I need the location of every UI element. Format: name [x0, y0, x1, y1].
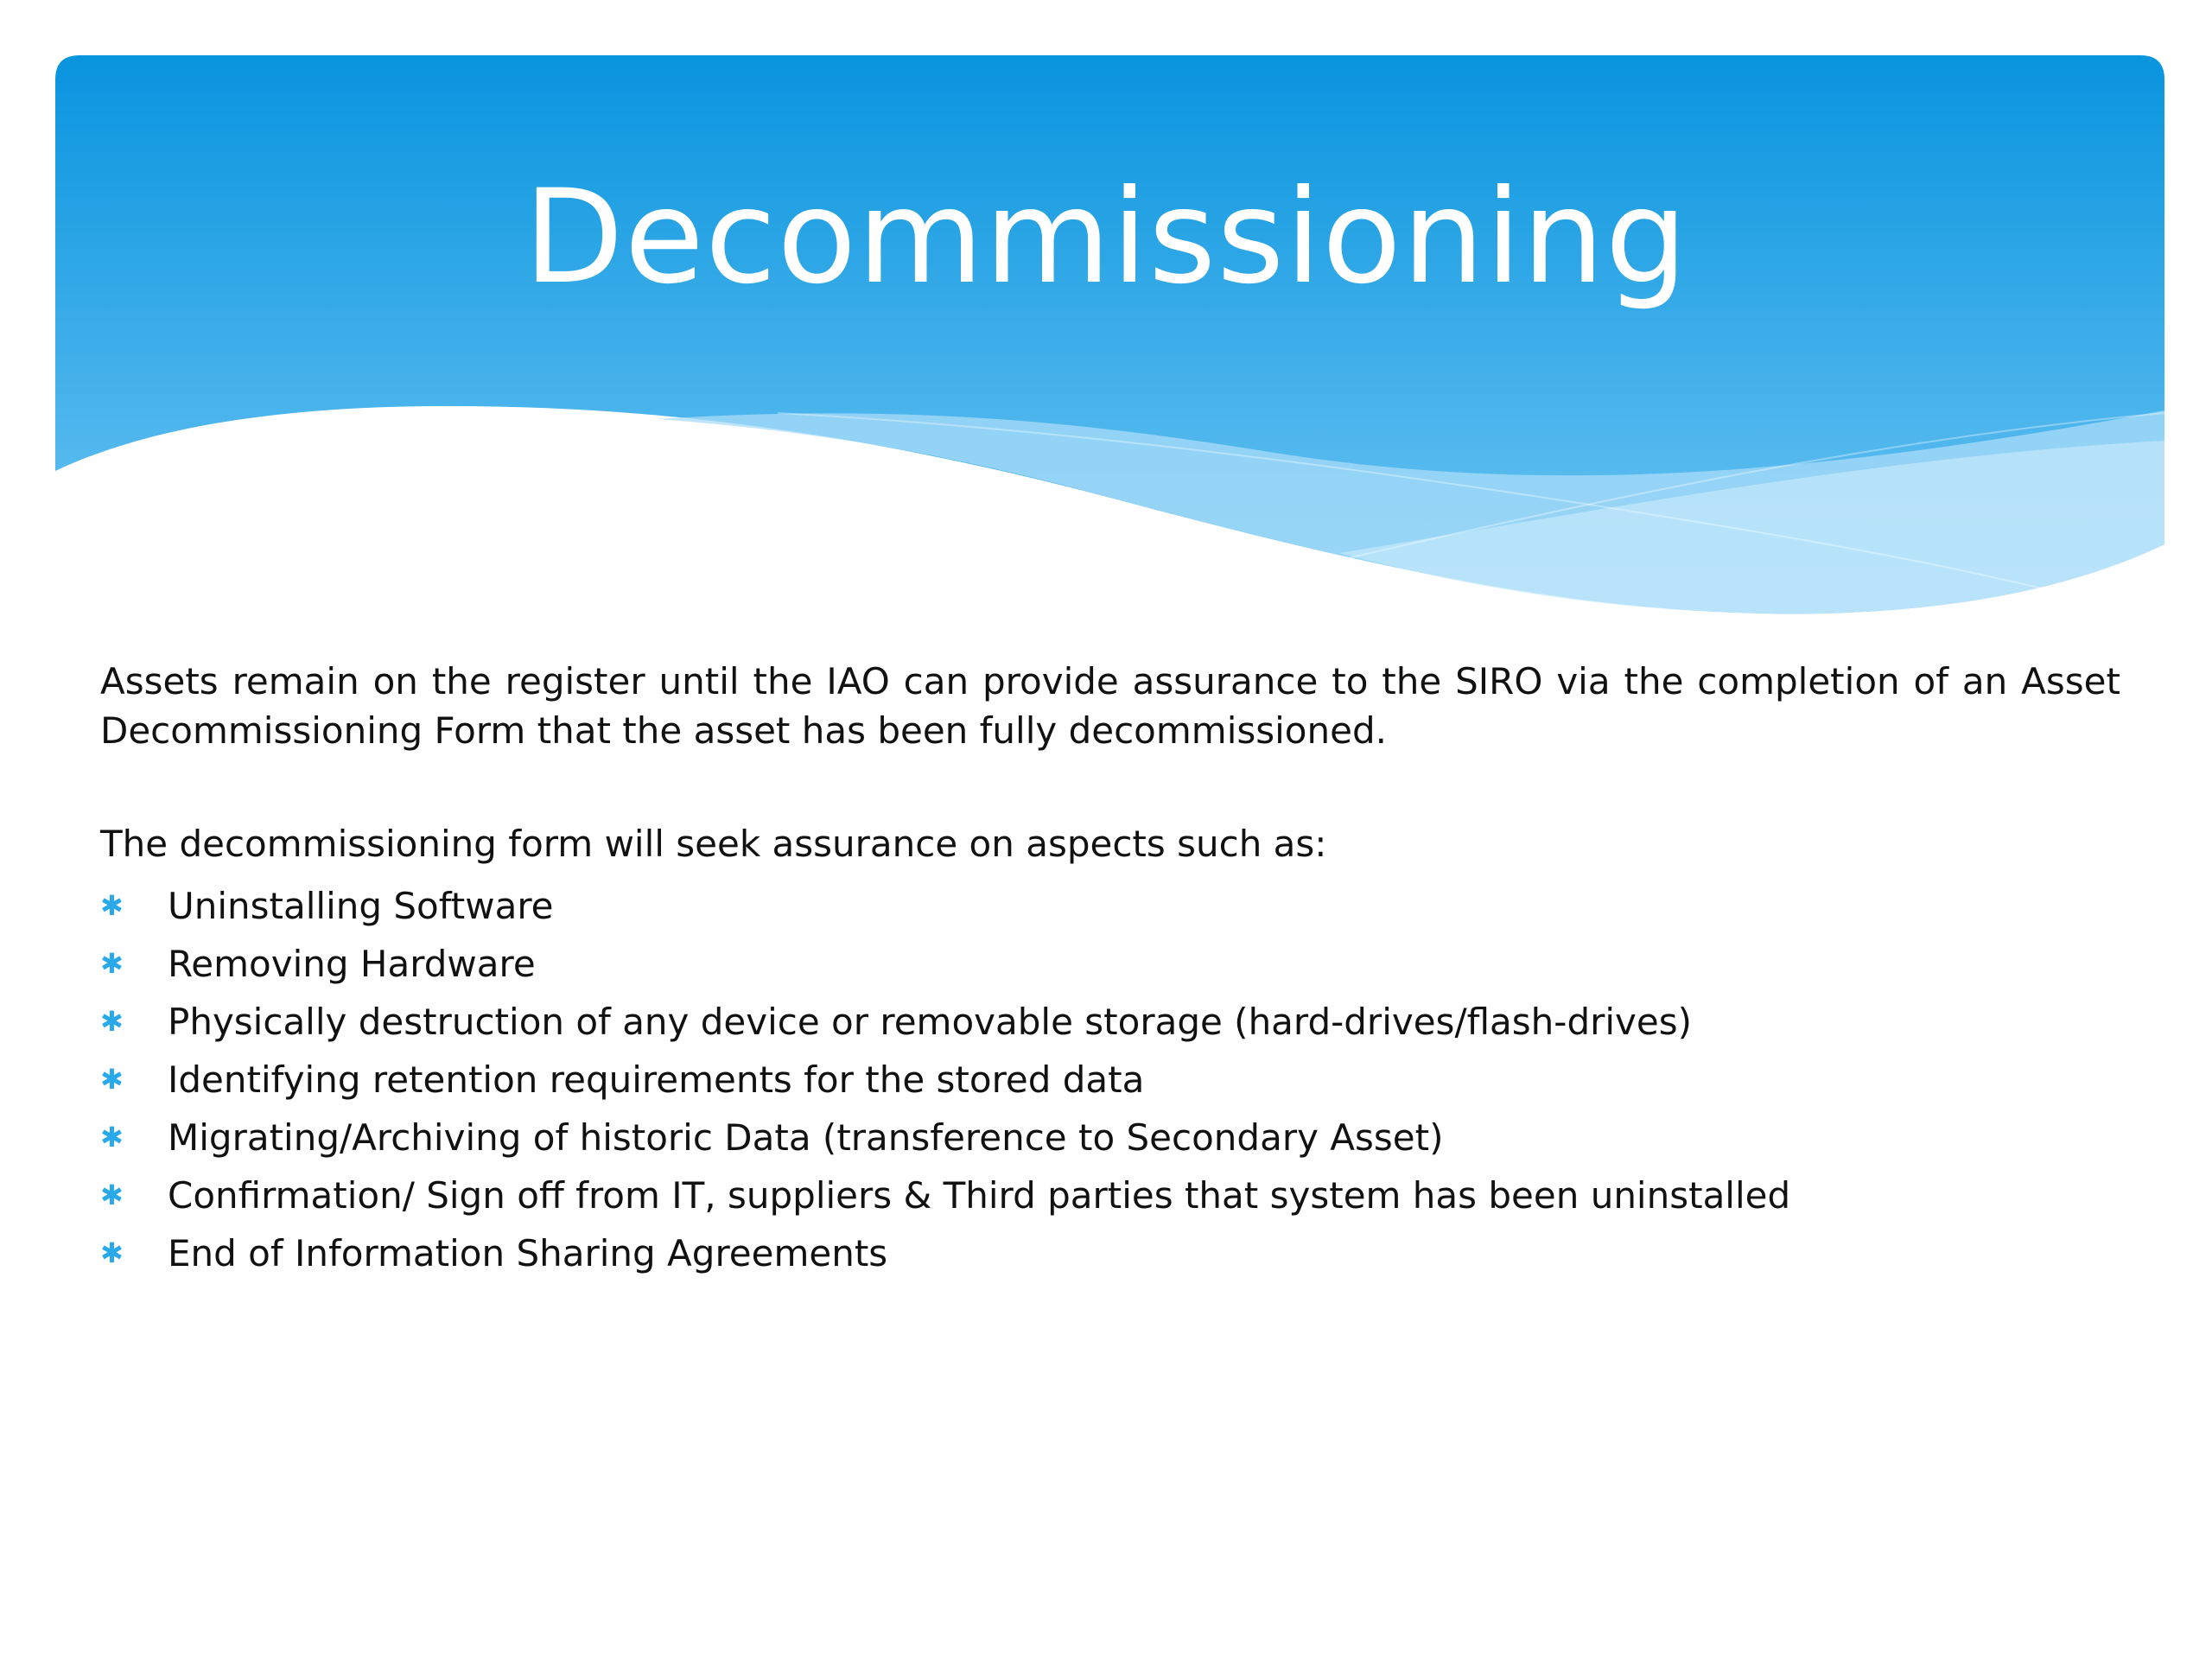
asterisk-bullet-icon: ✱ — [100, 1236, 124, 1269]
list-item-text: Migrating/Archiving of historic Data (transference to Secondary Asset) — [168, 1116, 1444, 1159]
slide-title: Decommissioning — [524, 162, 1688, 313]
intro-paragraph: Assets remain on the register until the IAO can provide assurance to the SIRO via the completion of an Asset Decommissioning Form that the asset has been fully decommissioned. — [100, 660, 2120, 752]
list-item-text: Removing Hardware — [168, 943, 536, 985]
bullet-list — [100, 877, 2120, 1282]
list-item — [100, 1166, 2120, 1224]
asterisk-bullet-icon: ✱ — [100, 1005, 124, 1038]
list-item — [100, 993, 2120, 1051]
slide-body — [100, 657, 2120, 1282]
list-item-text: Confirmation/ Sign off from IT, suppliers & Third parties that system has been uninstalled — [168, 1174, 1791, 1217]
asterisk-bullet-icon: ✱ — [100, 1179, 124, 1211]
asterisk-bullet-icon: ✱ — [100, 1121, 124, 1154]
list-item-text: Identifying retention requirements for the stored data — [168, 1058, 1145, 1101]
asterisk-bullet-icon: ✱ — [100, 889, 124, 922]
list-item — [100, 1224, 2120, 1282]
list-item — [100, 1109, 2120, 1166]
asterisk-bullet-icon: ✱ — [100, 1063, 124, 1096]
asterisk-bullet-icon: ✱ — [100, 947, 124, 980]
list-item — [100, 935, 2120, 993]
list-item-text: End of Information Sharing Agreements — [168, 1232, 888, 1274]
list-item-text: Uninstalling Software — [168, 885, 554, 927]
header-banner — [0, 0, 2212, 657]
list-item — [100, 1051, 2120, 1109]
lead-sentence: The decommissioning form will seek assurance on aspects such as: — [100, 823, 1327, 865]
list-item — [100, 877, 2120, 935]
list-item-text: Physically destruction of any device or removable storage (hard-drives/flash-drives) — [168, 1001, 1692, 1043]
